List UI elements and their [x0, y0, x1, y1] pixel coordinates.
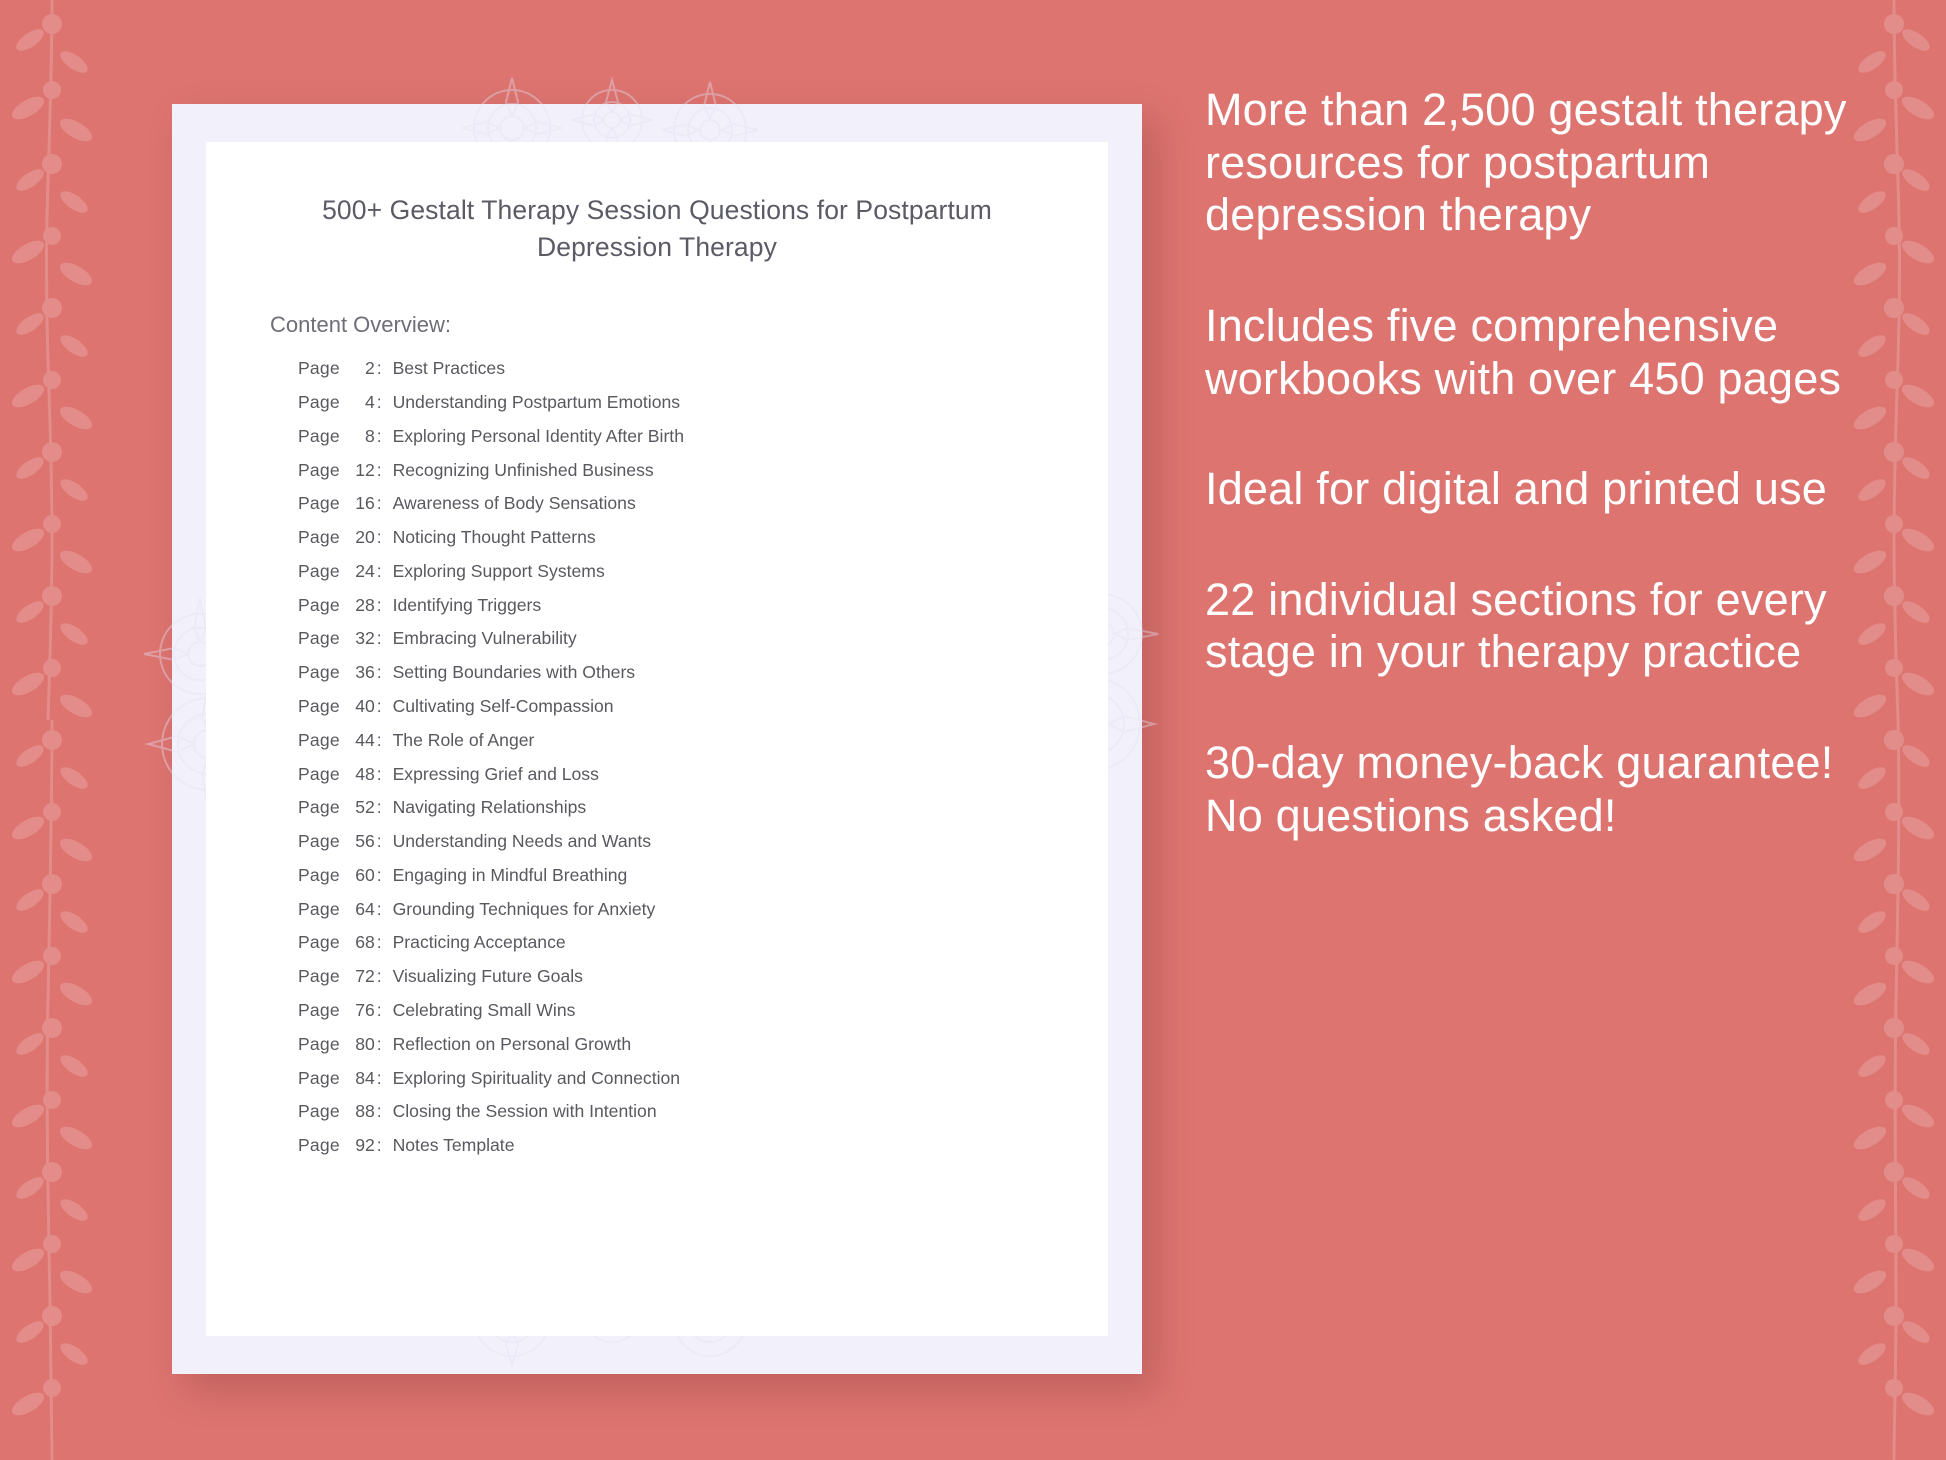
toc-entry: Page 20 : Noticing Thought Patterns	[298, 527, 596, 548]
toc-entry: Page 4 : Understanding Postpartum Emotions	[298, 391, 681, 412]
toc-page-word: Page	[298, 459, 340, 480]
toc-entry-title: Understanding Postpartum Emotions	[392, 391, 681, 412]
toc-entry-title: Understanding Needs and Wants	[392, 831, 652, 852]
toc-page-word: Page	[298, 1067, 340, 1088]
toc-page-word: Page	[298, 425, 340, 446]
toc-page-word: Page	[298, 932, 340, 953]
toc-page-number: 28	[355, 594, 375, 615]
toc-page-number: 8	[364, 425, 375, 446]
toc-page-word: Page	[298, 696, 340, 716]
toc-entry: Page 88 : Closing the Session with Intention	[298, 1101, 657, 1122]
toc-entry: Page 64 : Grounding Techniques for Anxiety	[298, 898, 656, 919]
toc-entry-title: Embracing Vulnerability	[392, 628, 577, 649]
toc-page-word: Page	[298, 1033, 340, 1054]
toc-page-number: 48	[355, 763, 375, 784]
toc-page-word: Page	[298, 966, 340, 987]
toc-entry-title: Reflection on Personal Growth	[392, 1033, 632, 1054]
promo-line-2: Includes five comprehensive workbooks with over 450 pages	[1205, 299, 1842, 404]
toc-entry-title: Identifying Triggers	[392, 594, 542, 615]
toc-page-number: 56	[355, 831, 375, 852]
toc-page-word: Page	[298, 797, 340, 818]
toc-page-number: 44	[355, 729, 375, 750]
toc-page-number: 24	[355, 560, 375, 581]
toc-page-word: Page	[298, 1101, 340, 1122]
toc-page-number: 72	[355, 966, 375, 987]
toc-page-word: Page	[298, 560, 340, 581]
toc-page-word: Page	[298, 831, 340, 852]
promo-line-5: 30-day money-back guarantee! No questions asked!	[1205, 737, 1834, 841]
toc-entry-title: Exploring Support Systems	[392, 560, 605, 581]
toc-page-number: 40	[355, 696, 375, 716]
toc-page-number: 16	[355, 493, 375, 514]
toc-page-number: 88	[355, 1101, 375, 1122]
toc-entry-title: Expressing Grief and Loss	[392, 763, 599, 784]
toc-entry-title: Setting Boundaries with Others	[392, 662, 636, 683]
document-page-border	[172, 104, 1142, 1374]
promo-line-1: More than 2,500 gestalt therapy resources for postpartum depression therapy	[1205, 84, 1847, 241]
toc-page-word: Page	[298, 763, 340, 784]
toc-entry: Page 2 : Best Practices	[298, 358, 506, 379]
promo-line-3: Ideal for digital and printed use	[1205, 463, 1828, 515]
toc-page-word: Page	[298, 391, 340, 412]
toc-page-word: Page	[298, 358, 340, 379]
toc-page-word: Page	[298, 898, 340, 919]
promo-column	[1205, 84, 1855, 842]
toc-entry: Page 12 : Recognizing Unfinished Business	[298, 459, 654, 480]
promo-line-4: 22 individual sections for every stage in your therapy practice	[1205, 573, 1827, 678]
toc-page-number: 2	[364, 358, 375, 379]
toc-entry: Page 16 : Awareness of Body Sensations	[298, 493, 636, 514]
toc-entry: Page 36 : Setting Boundaries with Others	[298, 662, 636, 683]
toc-entry-title: The Role of Anger	[392, 729, 535, 750]
toc-entry: Page 84 : Exploring Spirituality and Connection	[298, 1067, 681, 1088]
toc-page-word: Page	[298, 493, 340, 514]
content-overview-label: Content Overview:	[270, 312, 451, 338]
toc-entry-title: Recognizing Unfinished Business	[392, 459, 654, 480]
document-title: 500+ Gestalt Therapy Session Questions for Postpartum Depression Therapy	[322, 195, 992, 263]
toc-entry: Page 40 : Cultivating Self-Compassion	[298, 696, 614, 716]
toc-page-number: 64	[355, 898, 375, 919]
toc-entry-title: Notes Template	[392, 1135, 515, 1156]
toc-page-number: 20	[355, 527, 375, 548]
toc-entry: Page 76 : Celebrating Small Wins	[298, 1000, 576, 1021]
toc-entry-title: Closing the Session with Intention	[392, 1101, 657, 1122]
toc-entry: Page 56 : Understanding Needs and Wants	[298, 831, 652, 852]
toc-page-number: 76	[355, 1000, 375, 1021]
toc-page-word: Page	[298, 1000, 340, 1021]
toc-entry: Page 24 : Exploring Support Systems	[298, 560, 605, 581]
toc-page-number: 12	[355, 459, 375, 480]
toc-page-word: Page	[298, 628, 340, 649]
toc-page-word: Page	[298, 662, 340, 683]
toc-entry: Page 8 : Exploring Personal Identity After Birth	[298, 425, 684, 446]
toc-entry: Page 72 : Visualizing Future Goals	[298, 966, 583, 987]
toc-entry-title: Navigating Relationships	[392, 797, 587, 818]
toc-entry: Page 44 : The Role of Anger	[298, 729, 535, 750]
toc-entry-title: Visualizing Future Goals	[392, 966, 583, 987]
toc-entry-title: Exploring Spirituality and Connection	[392, 1067, 681, 1088]
table-of-contents	[206, 338, 1108, 1155]
toc-entry: Page 60 : Engaging in Mindful Breathing	[298, 864, 628, 885]
toc-entry-title: Celebrating Small Wins	[392, 1000, 576, 1021]
toc-entry: Page 32 : Embracing Vulnerability	[298, 628, 577, 649]
toc-page-number: 92	[355, 1135, 375, 1156]
toc-page-number: 84	[355, 1067, 375, 1088]
toc-page-number: 4	[364, 391, 375, 412]
toc-entry-title: Exploring Personal Identity After Birth	[392, 425, 684, 446]
toc-page-number: 60	[355, 864, 375, 885]
document-page	[206, 142, 1108, 1336]
toc-entry: Page 28 : Identifying Triggers	[298, 594, 542, 615]
toc-page-word: Page	[298, 594, 340, 615]
toc-entry-title: Noticing Thought Patterns	[392, 527, 596, 548]
toc-page-word: Page	[298, 864, 340, 885]
toc-entry: Page 92 : Notes Template	[298, 1135, 515, 1156]
toc-entry: Page 80 : Reflection on Personal Growth	[298, 1033, 632, 1054]
toc-page-word: Page	[298, 729, 340, 750]
toc-page-number: 36	[355, 662, 375, 683]
toc-page-number: 52	[355, 797, 375, 818]
toc-entry: Page 48 : Expressing Grief and Loss	[298, 763, 599, 784]
toc-entry-title: Best Practices	[392, 358, 506, 379]
toc-page-number: 68	[355, 932, 375, 953]
toc-entry: Page 68 : Practicing Acceptance	[298, 932, 566, 953]
toc-page-word: Page	[298, 1135, 340, 1156]
toc-entry-title: Cultivating Self-Compassion	[392, 696, 614, 716]
toc-page-number: 80	[355, 1033, 375, 1054]
document-preview	[172, 104, 1142, 1374]
toc-entry-title: Awareness of Body Sensations	[392, 493, 636, 514]
toc-page-word: Page	[298, 527, 340, 548]
toc-entry: Page 52 : Navigating Relationships	[298, 797, 587, 818]
floral-border-left	[0, 0, 110, 1460]
toc-entry-title: Grounding Techniques for Anxiety	[392, 898, 656, 919]
toc-page-number: 32	[355, 628, 375, 649]
toc-entry-title: Practicing Acceptance	[392, 932, 566, 953]
toc-entry-title: Engaging in Mindful Breathing	[392, 864, 628, 885]
